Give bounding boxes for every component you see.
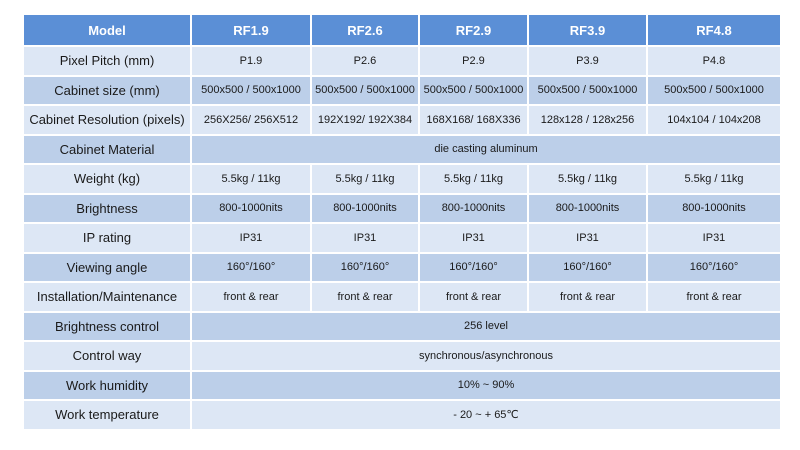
table-cell: 500x500 / 500x1000 bbox=[312, 77, 418, 105]
table-cell: IP31 bbox=[529, 224, 646, 252]
row-label: Cabinet Material bbox=[24, 136, 190, 164]
table-cell: 5.5kg / 11kg bbox=[192, 165, 310, 193]
table-cell: 160°/160° bbox=[192, 254, 310, 282]
row-label: Control way bbox=[24, 342, 190, 370]
table-cell: 160°/160° bbox=[529, 254, 646, 282]
row-label: Weight (kg) bbox=[24, 165, 190, 193]
table-cell: 160°/160° bbox=[420, 254, 527, 282]
table-body bbox=[24, 47, 780, 429]
table-cell: P2.9 bbox=[420, 47, 527, 75]
row-label: Brightness bbox=[24, 195, 190, 223]
table-cell: 500x500 / 500x1000 bbox=[648, 77, 780, 105]
table-cell: 128x128 / 128x256 bbox=[529, 106, 646, 134]
table-cell: front & rear bbox=[420, 283, 527, 311]
column-header-rf1-9: RF1.9 bbox=[192, 15, 310, 45]
table-cell: 104x104 / 104x208 bbox=[648, 106, 780, 134]
table-row bbox=[24, 224, 780, 252]
table-row bbox=[24, 47, 780, 75]
table-cell: 160°/160° bbox=[312, 254, 418, 282]
table-cell: IP31 bbox=[312, 224, 418, 252]
spec-table bbox=[22, 13, 782, 431]
table-cell: 800-1000nits bbox=[420, 195, 527, 223]
table-cell: 256X256/ 256X512 bbox=[192, 106, 310, 134]
table-cell: 500x500 / 500x1000 bbox=[420, 77, 527, 105]
table-cell: 500x500 / 500x1000 bbox=[529, 77, 646, 105]
table-cell: front & rear bbox=[529, 283, 646, 311]
table-row bbox=[24, 195, 780, 223]
merged-cell: die casting aluminum bbox=[192, 136, 780, 164]
table-cell: front & rear bbox=[648, 283, 780, 311]
column-header-model: Model bbox=[24, 15, 190, 45]
merged-cell: synchronous/asynchronous bbox=[192, 342, 780, 370]
table-cell: 5.5kg / 11kg bbox=[529, 165, 646, 193]
table-row bbox=[24, 283, 780, 311]
table-row bbox=[24, 165, 780, 193]
table-row bbox=[24, 342, 780, 370]
table-cell: 160°/160° bbox=[648, 254, 780, 282]
table-row bbox=[24, 106, 780, 134]
row-label: Viewing angle bbox=[24, 254, 190, 282]
row-label: Installation/Maintenance bbox=[24, 283, 190, 311]
table-cell: P3.9 bbox=[529, 47, 646, 75]
table-cell: 800-1000nits bbox=[192, 195, 310, 223]
row-label: IP rating bbox=[24, 224, 190, 252]
table-row bbox=[24, 254, 780, 282]
merged-cell: 256 level bbox=[192, 313, 780, 341]
table-cell: 192X192/ 192X384 bbox=[312, 106, 418, 134]
table-row bbox=[24, 372, 780, 400]
table-cell: 800-1000nits bbox=[312, 195, 418, 223]
row-label: Work temperature bbox=[24, 401, 190, 429]
table-cell: IP31 bbox=[648, 224, 780, 252]
column-header-rf2-6: RF2.6 bbox=[312, 15, 418, 45]
table-cell: P2.6 bbox=[312, 47, 418, 75]
table-row bbox=[24, 77, 780, 105]
table-cell: P4.8 bbox=[648, 47, 780, 75]
table-cell: IP31 bbox=[192, 224, 310, 252]
merged-cell: 10% ~ 90% bbox=[192, 372, 780, 400]
table-cell: front & rear bbox=[312, 283, 418, 311]
column-header-rf2-9: RF2.9 bbox=[420, 15, 527, 45]
table-cell: P1.9 bbox=[192, 47, 310, 75]
row-label: Cabinet Resolution (pixels) bbox=[24, 106, 190, 134]
column-header-rf3-9: RF3.9 bbox=[529, 15, 646, 45]
table-row bbox=[24, 313, 780, 341]
table-cell: 500x500 / 500x1000 bbox=[192, 77, 310, 105]
table-cell: 5.5kg / 11kg bbox=[420, 165, 527, 193]
table-cell: 800-1000nits bbox=[529, 195, 646, 223]
table-cell: 168X168/ 168X336 bbox=[420, 106, 527, 134]
spec-table-container bbox=[22, 13, 780, 431]
column-header-rf4-8: RF4.8 bbox=[648, 15, 780, 45]
header-row bbox=[24, 15, 780, 45]
row-label: Pixel Pitch (mm) bbox=[24, 47, 190, 75]
table-cell: 5.5kg / 11kg bbox=[648, 165, 780, 193]
table-row bbox=[24, 401, 780, 429]
merged-cell: - 20 ~ + 65℃ bbox=[192, 401, 780, 429]
row-label: Work humidity bbox=[24, 372, 190, 400]
row-label: Cabinet size (mm) bbox=[24, 77, 190, 105]
table-row bbox=[24, 136, 780, 164]
table-cell: IP31 bbox=[420, 224, 527, 252]
table-cell: 5.5kg / 11kg bbox=[312, 165, 418, 193]
table-cell: front & rear bbox=[192, 283, 310, 311]
table-cell: 800-1000nits bbox=[648, 195, 780, 223]
row-label: Brightness control bbox=[24, 313, 190, 341]
